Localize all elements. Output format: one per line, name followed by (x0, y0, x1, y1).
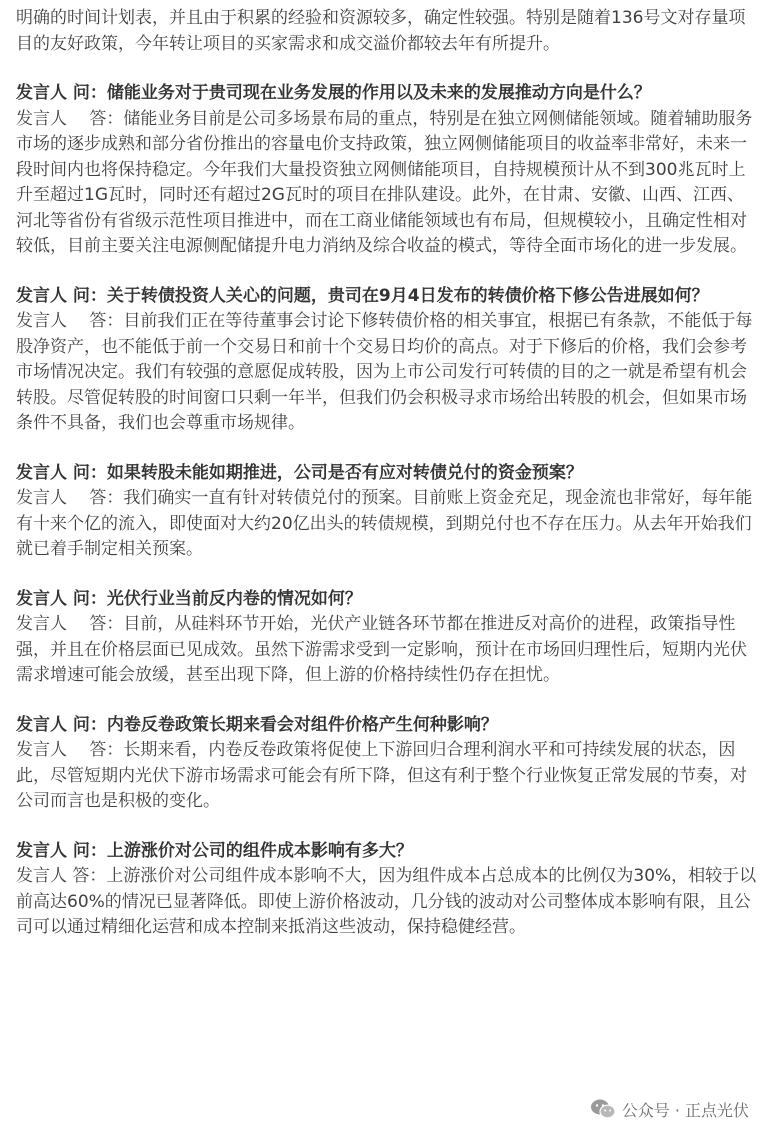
article-body (16, 0, 758, 941)
qa-block-4 (16, 587, 758, 689)
answer-1: 发言人 答：储能业务目前是公司多场景布局的重点，特别是在独立网侧储能领域。随着辅助服务市场的逐步成熟和部分省份推出的容量电价支持政策，独立网侧储能项目的收益率非常好，未来一段时间内也将保持稳定。今年我们大量投资独立网侧储能项目，自持规模预计从不到300兆瓦时上升至超过1G瓦时，同时还有超过2G瓦时的项目在排队建设。此外，在甘肃、安徽、山西、江西、河北等省份有省级示范性项目推进中，而在工商业储能领域也有布局，但规模较小，且确定性相对较低，目前主要关注电源侧配储提升电力消纳及综合收益的模式，等待全面市场化的进一步发展。 (16, 108, 753, 256)
qa-block-5 (16, 713, 758, 815)
answer-3: 发言人 答：我们确实一直有针对转债兑付的预案。目前账上资金充足，现金流也非常好，每年能有十来个亿的流入，即使面对大约20亿出头的转债规模，到期兑付也不存在压力。从去年开始我们就已着手制定相关预案。 (16, 488, 753, 559)
answer-2: 发言人 答：目前我们正在等待董事会讨论下修转债价格的相关事宜，根据已有条款，不能低于每股净资产，也不能低于前一个交易日和前十个交易日均价的高点。对于下修后的价格，我们会参考市场情况决定。我们有较强的意愿促成转股，因为上市公司发行可转债的目的之一就是希望有机会转股。尽管促转股的时间窗口只剩一年半，但我们仍会积极寻求市场给出转股的机会，但如果市场条件不具备，我们也会尊重市场规律。 (16, 311, 753, 433)
answer-5: 发言人 答：长期来看，内卷反卷政策将促使上下游回归合理利润水平和可持续发展的状态，因此，尽管短期内光伏下游市场需求可能会有所下降，但这有利于整个行业恢复正常发展的节奏，对公司而言也是积极的变化。 (16, 740, 747, 811)
question-6: 发言人 问：上游涨价对公司的组件成本影响有多大？ (16, 840, 413, 861)
question-1: 发言人 问：储能业务对于贵司现在业务发展的作用以及未来的发展推动方向是什么？ (16, 83, 651, 103)
watermark-footer (590, 1094, 749, 1124)
question-3: 发言人 问：如果转股未能如期推进，公司是否有应对转债兑付的资金预案？ (16, 462, 583, 483)
qa-block-3 (16, 461, 758, 563)
question-5: 发言人 问：内卷反卷政策长期来看会对组件价格产生何种影响？ (16, 714, 498, 735)
qa-block-6 (16, 839, 758, 941)
qa-block-2 (16, 284, 758, 437)
watermark-text: 公众号 · 正点光伏 (621, 1100, 749, 1120)
intro-paragraph: 明确的时间计划表，并且由于积累的经验和资源较多，确定性较强。特别是随着136号文对存量项目的友好政策，今年转让项目的买家需求和成交溢价都较去年有所提升。 (16, 8, 746, 54)
question-4: 发言人 问：光伏行业当前反内卷的情况如何？ (16, 588, 362, 609)
wechat-icon (590, 1098, 616, 1120)
answer-4: 发言人 答：目前，从硅料环节开始，光伏产业链各环节都在推进反对高价的进程，政策指导性强，并且在价格层面已见成效。虽然下游需求受到一定影响，预计在市场回归理性后，短期内光伏需求增速可能会放缓，甚至出现下降，但上游的价格持续性仍存在担忧。 (16, 614, 747, 685)
qa-block-1 (16, 81, 758, 260)
question-2: 发言人 问：关于转债投资人关心的问题，贵司在9月4日发布的转债价格下修公告进展如何？ (16, 285, 709, 306)
answer-6: 发言人 答：上游涨价对公司组件成本影响不大，因为组件成本占总成本的比例仅为30%，相较于以前高达60%的情况已显著降低。即使上游价格波动，几分钱的波动对公司整体成本影响有限，且公司可以通过精细化运营和成本控制来抵消这些波动，保持稳健经营。 (16, 866, 757, 937)
